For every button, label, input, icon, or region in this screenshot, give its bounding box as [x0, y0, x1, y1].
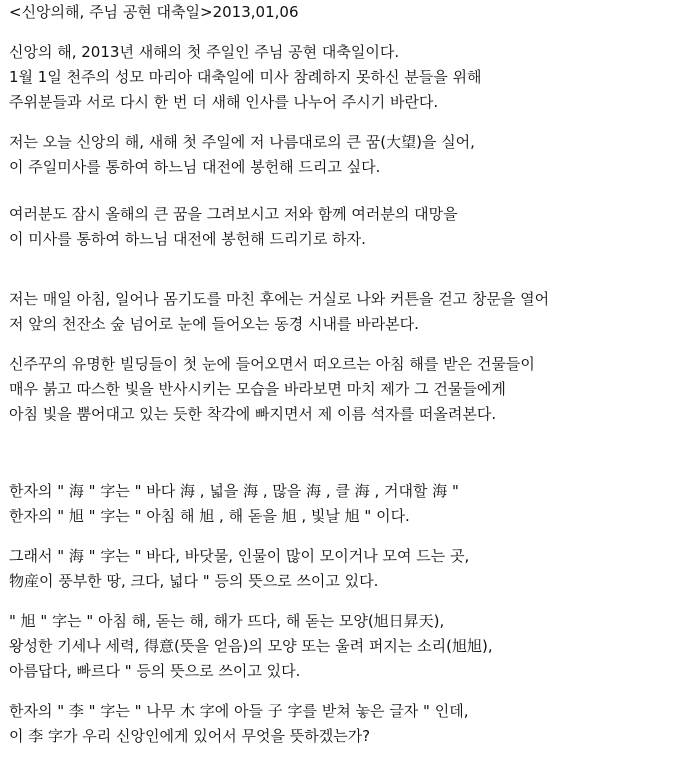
text-line: 주위분들과 서로 다시 한 번 더 새해 인사를 나누어 주시기 바란다. — [9, 93, 439, 111]
text-line: 物産이 풍부한 땅, 크다, 넓다 " 등의 뜻으로 쓰이고 있다. — [9, 572, 379, 590]
text-line: 한자의 " 海 " 字는 " 바다 海 , 넓을 海 , 많을 海 , 클 海 , 거대할 海 " — [9, 482, 459, 500]
text-line: 아침 빛을 뿜어대고 있는 듯한 착각에 빠지면서 제 이름 석자를 떠올려본다. — [9, 405, 497, 423]
text-line: 이 李 字가 우리 신앙인에게 있어서 무엇을 뜻하겠는가? — [9, 727, 371, 745]
text-line: 저는 오늘 신앙의 해, 새해 첫 주일에 저 나름대로의 큰 꿈(大望)을 실어, — [9, 133, 475, 151]
text-line: 신앙의 해, 2013년 새해의 첫 주일인 주님 공현 대축일이다. — [9, 43, 400, 61]
text-line: 왕성한 기세나 세력, 得意(뜻을 얻음)의 모양 또는 울려 퍼지는 소리(旭旭), — [9, 637, 493, 655]
text-line: 이 미사를 통하여 하느님 대전에 봉헌해 드리기로 하자. — [9, 230, 366, 248]
document-title: <신앙의해, 주님 공현 대축일>2013,01,06 — [9, 3, 299, 21]
text-line: 매우 붉고 따스한 빛을 반사시키는 모습을 바라보면 마치 제가 그 건물들에게 — [9, 380, 506, 398]
text-line: 아름답다, 빠르다 " 등의 뜻으로 쓰이고 있다. — [9, 662, 301, 680]
text-line: " 旭 " 字는 " 아침 해, 돋는 해, 해가 뜨다, 해 돋는 모양(旭日昇天), — [9, 612, 445, 630]
text-line: 신주꾸의 유명한 빌딩들이 첫 눈에 들어오면서 떠오르는 아침 해를 받은 건물들이 — [9, 355, 535, 373]
text-line: 저는 매일 아침, 일어나 몸기도를 마친 후에는 거실로 나와 커튼을 걷고 창문을 열어 — [9, 290, 550, 308]
text-line: 한자의 " 旭 " 字는 " 아침 해 旭 , 해 돋을 旭 , 빛날 旭 " 이다. — [9, 507, 410, 525]
text-line: 여러분도 잠시 올해의 큰 꿈을 그려보시고 저와 함께 여러분의 대망을 — [9, 205, 458, 223]
text-line: 1월 1일 천주의 성모 마리아 대축일에 미사 참례하지 못하신 분들을 위해 — [9, 68, 482, 86]
text-line: 한자의 " 李 " 字는 " 나무 木 字에 아들 子 字를 받쳐 놓은 글자 " 인데, — [9, 702, 469, 720]
text-line: 이 주일미사를 통하여 하느님 대전에 봉헌해 드리고 싶다. — [9, 158, 381, 176]
text-line: 저 앞의 천잔소 숲 넘어로 눈에 들어오는 동경 시내를 바라본다. — [9, 315, 419, 333]
text-line: 그래서 " 海 " 字는 " 바다, 바닷물, 인물이 많이 모이거나 모여 드는 곳, — [9, 547, 470, 565]
